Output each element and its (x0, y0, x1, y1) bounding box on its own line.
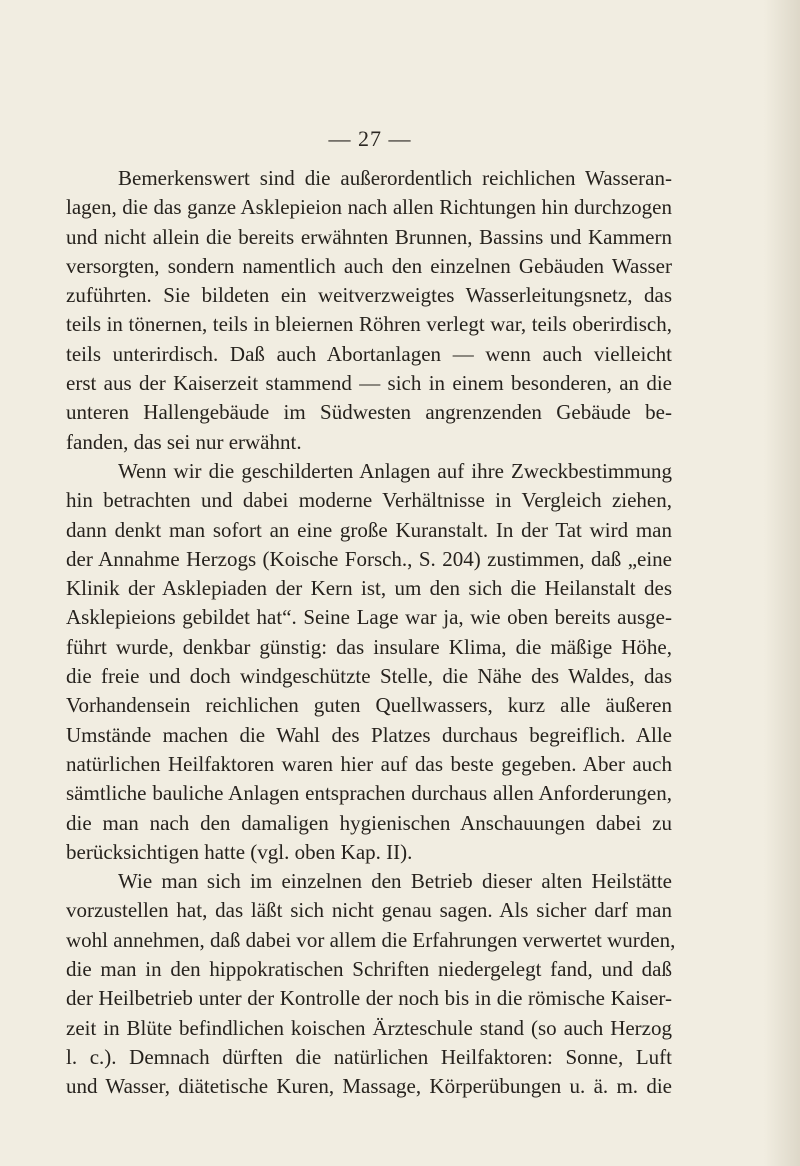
text-line: Bemerkenswert sind die außerordentlich reichlichen Wasseran- (118, 166, 672, 190)
text-line: Asklepieions gebildet hat“. Seine Lage war ja, wie oben bereits ausge- (66, 605, 672, 630)
text-line: Klinik der Asklepiaden der Kern ist, um den sich die Heilanstalt des (66, 576, 672, 601)
text-line: vorzustellen hat, das läßt sich nicht genau sagen. Als sicher darf man (66, 898, 672, 923)
text-line: der Heilbetrieb unter der Kontrolle der noch bis in die römische Kaiser- (66, 986, 672, 1011)
text-line: Umstände machen die Wahl des Platzes durchaus begreiflich. Alle (66, 722, 672, 747)
text-line: erst aus der Kaiserzeit stammend — sich in einem besonderen, an die (66, 371, 672, 396)
text-line: die man in den hippokratischen Schriften niedergelegt fand, und daß (66, 957, 672, 982)
text-line: teils in tönernen, teils in bleiernen Röhren verlegt war, teils oberirdisch, (66, 312, 672, 337)
text-line: versorgten, sondern namentlich auch den einzelnen Gebäuden Wasser (66, 253, 672, 278)
text-line: sämtliche bauliche Anlagen entsprachen durchaus allen Anforderungen, (66, 781, 672, 806)
text-line: l. c.). Demnach dürften die natürlichen Heilfaktoren: Sonne, Luft (66, 1044, 672, 1069)
text-line: berücksichtigen hatte (vgl. oben Kap. II). (66, 839, 413, 864)
text-line: Wie man sich im einzelnen den Betrieb dieser alten Heilstätte (118, 869, 672, 894)
text-line: unteren Hallengebäude im Südwesten angrenzenden Gebäude be- (66, 400, 672, 425)
text-line: wohl annehmen, daß dabei vor allem die Erfahrungen verwertet wurden, (66, 927, 676, 952)
text-line: führt wurde, denkbar günstig: das insulare Klima, die mäßige Höhe, (66, 634, 672, 659)
text-line: lagen, die das ganze Asklepieion nach allen Richtungen hin durchzogen (66, 195, 672, 220)
text-line: Wenn wir die geschilderten Anlagen auf ihre Zweckbestimmung (118, 458, 672, 483)
text-line: und Wasser, diätetische Kuren, Massage, Körperübungen u. ä. m. die (66, 1074, 672, 1099)
text-line: und nicht allein die bereits erwähnten Brunnen, Bassins und Kammern (66, 224, 672, 249)
page-edge-shadow (764, 0, 800, 1166)
text-line: zeit in Blüte befindlichen koischen Ärzteschule stand (so auch Herzog (66, 1015, 672, 1040)
text-line: teils unterirdisch. Daß auch Abortanlagen — wenn auch vielleicht (66, 341, 672, 366)
page-number: — 27 — (328, 126, 412, 151)
text-line: die man nach den damaligen hygienischen Anschauungen dabei zu (66, 810, 672, 835)
text-line: dann denkt man sofort an eine große Kuranstalt. In der Tat wird man (66, 517, 672, 542)
text-line: Vorhandensein reichlichen guten Quellwassers, kurz alle äußeren (66, 693, 672, 718)
text-line: der Annahme Herzogs (Koische Forsch., S. 204) zustimmen, daß „eine (66, 546, 672, 571)
text-line: die freie und doch windgeschützte Stelle, die Nähe des Waldes, das (66, 664, 672, 689)
text-line: natürlichen Heilfaktoren waren hier auf das beste gegeben. Aber auch (66, 751, 672, 776)
text-line: hin betrachten und dabei moderne Verhältnisse in Vergleich ziehen, (66, 488, 672, 513)
text-line: zuführten. Sie bildeten ein weitverzweigtes Wasserleitungsnetz, das (66, 283, 672, 308)
text-line: fanden, das sei nur erwähnt. (66, 429, 302, 454)
body-text (66, 164, 676, 1102)
